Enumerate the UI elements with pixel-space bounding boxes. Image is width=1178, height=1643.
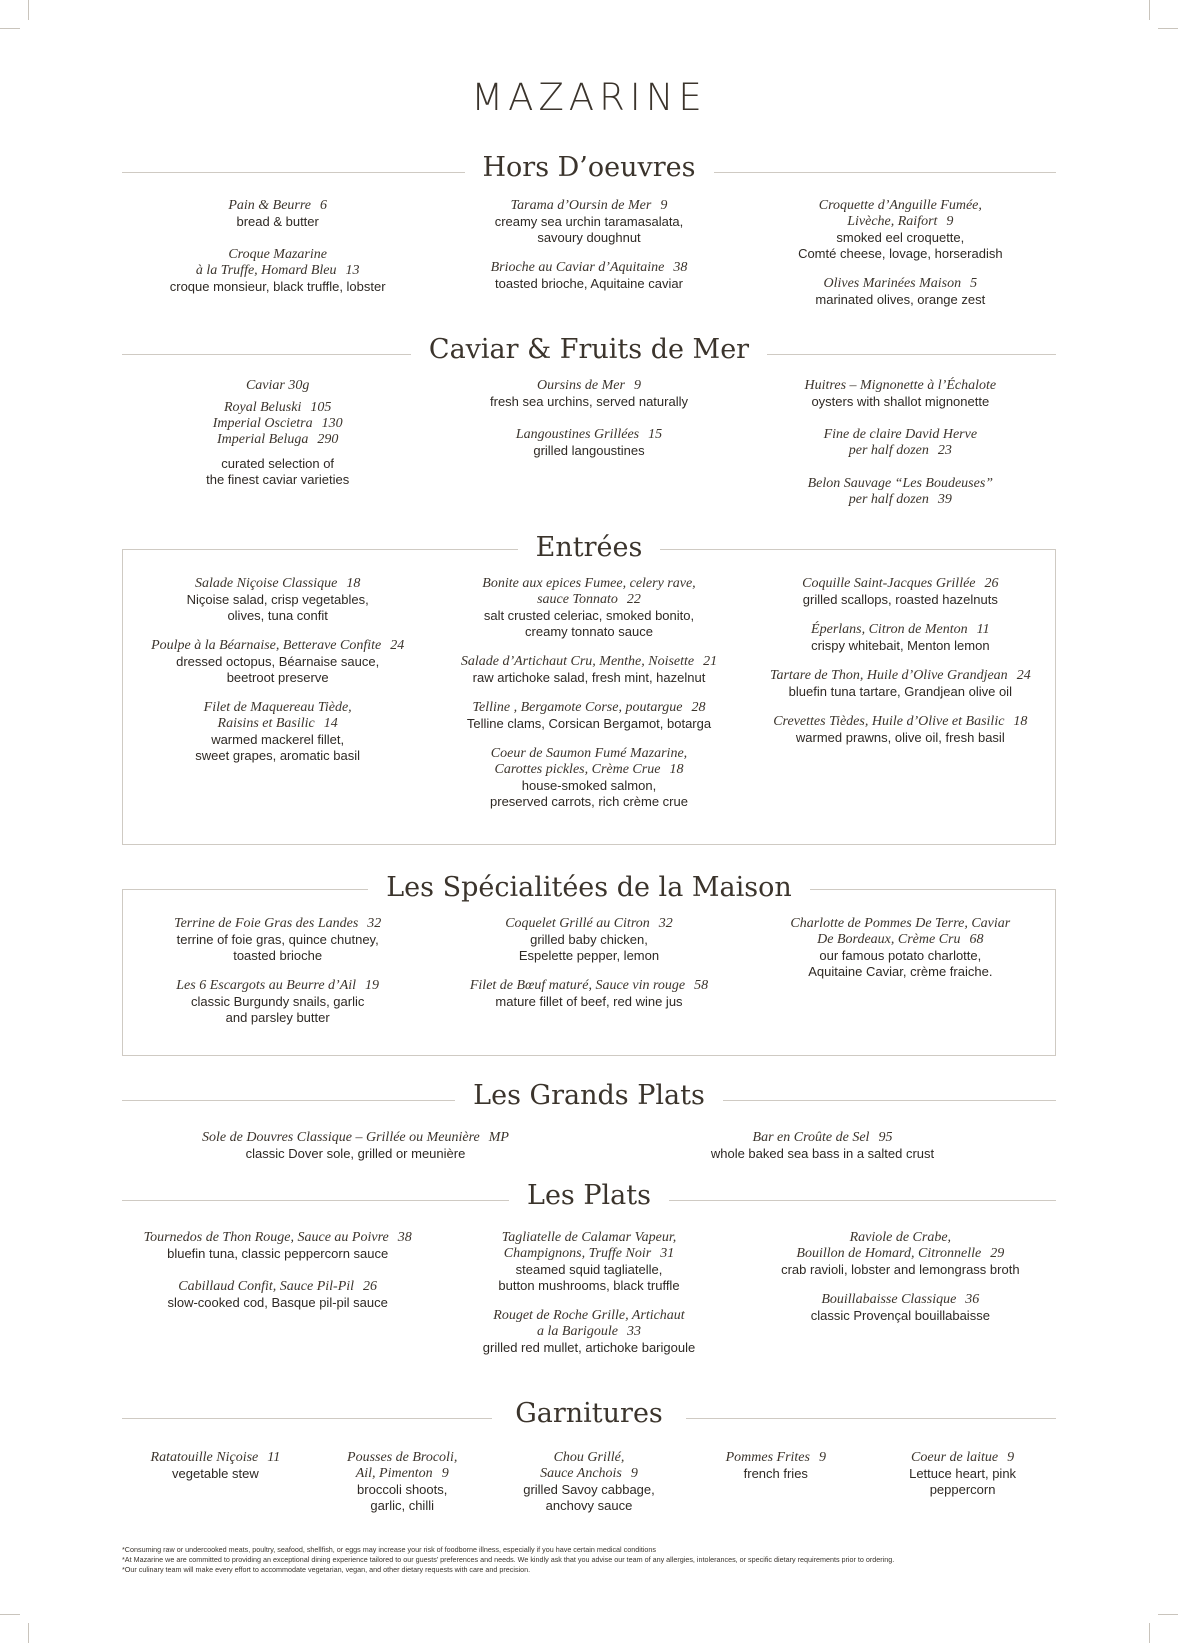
menu-item: Bouillabaisse Classique 36 classic Provençal bouillabaisse	[810, 1292, 990, 1323]
menu-column	[433, 198, 744, 322]
menu-item: Tournedos de Thon Rouge, Sauce au Poivre 38 bluefin tuna, classic peppercorn sauce	[143, 1230, 412, 1261]
menu-item: Les 6 Escargots au Beurre d’Ail 19 classic Burgundy snails, garlic and parsley butter	[176, 978, 380, 1025]
menu-column	[122, 378, 433, 522]
menu-item: Coeur de Saumon Fumé Mazarine, Carottes pickles, Crème Crue 18 house-smoked salmon, preserved carrots, rich crème crue	[490, 746, 688, 809]
menu-column	[433, 1230, 744, 1370]
menu-column	[433, 916, 744, 1040]
menu-item: Crevettes Tièdes, Huile d’Olive et Basilic 18 warmed prawns, olive oil, fresh basil	[773, 714, 1028, 745]
footnote: *Consuming raw or undercooked meats, poultry, seafood, shellfish, or eggs may increase your risk of foodborne illness, especially if you have certain medical conditions	[122, 1545, 657, 1554]
menu-item: Bar en Croûte de Sel 95 whole baked sea bass in a salted crust	[710, 1130, 935, 1161]
crop-mark	[1158, 28, 1178, 29]
footnote: *At Mazarine we are committed to providing an exceptional dining experience tailored to our guests’ preferences and needs. We kindly ask that you advise our team of any allergies, intolerances, or specific dietary requirements prior to ordering.	[122, 1555, 895, 1564]
menu-item: Filet de Bœuf maturé, Sauce vin rouge 58 mature fillet of beef, red wine jus	[469, 978, 709, 1009]
menu-column	[122, 576, 433, 824]
menu-column	[122, 198, 433, 322]
menu-column	[433, 576, 744, 824]
menu-item: Ratatouille Niçoise 11 vegetable stew	[150, 1450, 281, 1481]
menu-item: Pommes Frites 9 french fries	[725, 1450, 826, 1481]
section-heading	[122, 148, 1056, 198]
menu-item: Terrine de Foie Gras des Landes 32 terrine of foie gras, quince chutney, toasted brioche	[174, 916, 382, 963]
section-heading	[122, 1076, 1056, 1126]
menu-item: Éperlans, Citron de Menton 11 crispy whitebait, Menton lemon	[811, 622, 990, 653]
restaurant-logo: MAZARINE	[471, 76, 707, 119]
crop-mark	[1149, 1623, 1150, 1643]
section-title: Les Plats	[509, 1180, 669, 1211]
menu-item: Poulpe à la Béarnaise, Betterave Confite 24 dressed octopus, Béarnaise sauce, beetroot preserve	[151, 638, 405, 685]
section-heading	[122, 528, 1056, 578]
crop-mark	[0, 1614, 20, 1615]
section-heading	[122, 1176, 1056, 1226]
menu-item: Bonite aux epices Fumee, celery rave, sauce Tonnato 22 salt crusted celeriac, smoked bonito, creamy tonnato sauce	[482, 576, 696, 639]
menu-item: Tarama d’Oursin de Mer 9 creamy sea urchin taramasalata, savoury doughnut	[494, 198, 684, 245]
menu-column	[433, 378, 744, 522]
menu-item: Rouget de Roche Grille, Artichaut a la Barigoule 33 grilled red mullet, artichoke barigoule	[482, 1308, 696, 1355]
menu-item: Langoustines Grillées 15 grilled langoustines	[515, 427, 663, 458]
menu-column	[745, 378, 1056, 522]
menu-column	[745, 198, 1056, 322]
menu-item: Croque Mazarine à la Truffe, Homard Bleu 13 croque monsieur, black truffle, lobster	[169, 247, 386, 294]
menu-item: Tagliatelle de Calamar Vapeur, Champignons, Truffe Noir 31 steamed squid tagliatelle, button mushrooms, black truffle	[498, 1230, 680, 1293]
footnote: *Our culinary team will make every effort to accommodate vegetarian, vegan, and other dietary requests with care and precision.	[122, 1565, 531, 1574]
menu-item: Chou Grillé, Sauce Anchois 9 grilled Savoy cabbage, anchovy sauce	[523, 1450, 655, 1513]
menu-column	[496, 1450, 683, 1528]
menu-column	[682, 1450, 869, 1528]
footnotes	[122, 1545, 894, 1575]
menu-item: Oursins de Mer 9 fresh sea urchins, served naturally	[490, 378, 688, 409]
crop-mark	[28, 1623, 29, 1643]
menu-column	[122, 916, 433, 1040]
menu-item: Filet de Maquereau Tiède, Raisins et Basilic 14 warmed mackerel fillet, sweet grapes, aromatic basil	[195, 700, 361, 763]
menu-column	[745, 916, 1056, 1040]
menu-item: Brioche au Caviar d’Aquitaine 38 toasted brioche, Aquitaine caviar	[490, 260, 688, 291]
menu-item: Coeur de laitue 9 Lettuce heart, pink peppercorn	[909, 1450, 1017, 1497]
crop-mark	[0, 28, 20, 29]
menu-item: Coquille Saint-Jacques Grillée 26 grilled scallops, roasted hazelnuts	[802, 576, 999, 607]
menu-item: Telline , Bergamote Corse, poutargue 28 Telline clams, Corsican Bergamot, botarga	[466, 700, 712, 731]
section-title: Les Grands Plats	[455, 1080, 723, 1111]
section-title: Entrées	[518, 532, 661, 563]
menu-item: Huitres – Mignonette à l’Échalote oysters with shallot mignonette	[804, 378, 997, 409]
menu-item: Fine de claire David Herve per half dozen 23	[823, 427, 978, 458]
menu-column	[122, 1130, 589, 1176]
section-title: Les Spécialitées de la Maison	[368, 872, 810, 903]
menu-item: Salade d’Artichaut Cru, Menthe, Noisette 21 raw artichoke salad, fresh mint, hazelnut	[460, 654, 718, 685]
section-heading	[122, 868, 1056, 918]
menu-item: Coquelet Grillé au Citron 32 grilled baby chicken, Espelette pepper, lemon	[505, 916, 673, 963]
menu-item: Tartare de Thon, Huile d’Olive Grandjean 24 bluefin tuna tartare, Grandjean olive oil	[769, 668, 1031, 699]
menu-column	[122, 1450, 309, 1528]
menu-item: Raviole de Crabe, Bouillon de Homard, Citronnelle 29 crab ravioli, lobster and lemongrass broth	[781, 1230, 1020, 1277]
section-title: Garnitures	[497, 1398, 681, 1429]
menu-item: Caviar 30g Royal Beluski 105 Imperial Oscietra 130 Imperial Beluga 290 curated selection of the finest caviar varieties	[206, 378, 350, 487]
menu-column	[122, 1230, 433, 1370]
menu-item: Charlotte de Pommes De Terre, Caviar De Bordeaux, Crème Cru 68 our famous potato charlotte, Aquitaine Caviar, crème fraiche.	[790, 916, 1011, 979]
menu-column	[309, 1450, 496, 1528]
menu-item: Olives Marinées Maison 5 marinated olives, orange zest	[815, 276, 986, 307]
menu-item: Pain & Beurre 6 bread & butter	[228, 198, 327, 229]
section-title: Hors D’oeuvres	[465, 152, 714, 183]
menu-column	[589, 1130, 1056, 1176]
section-heading	[122, 330, 1056, 380]
menu-item: Pousses de Brocoli, Ail, Pimenton 9 broccoli shoots, garlic, chilli	[347, 1450, 458, 1513]
crop-mark	[1149, 0, 1150, 20]
menu-item: Sole de Douvres Classique – Grillée ou Meunière MP classic Dover sole, grilled or meunière	[202, 1130, 509, 1161]
section-heading	[122, 1394, 1056, 1444]
menu-item: Croquette d’Anguille Fumée, Livèche, Raifort 9 smoked eel croquette, Comté cheese, lovage, horseradish	[798, 198, 1003, 261]
menu-column	[745, 1230, 1056, 1370]
menu-item: Belon Sauvage “Les Boudeuses” per half dozen 39	[807, 476, 994, 507]
menu-item: Cabillaud Confit, Sauce Pil-Pil 26 slow-cooked cod, Basque pil-pil sauce	[167, 1279, 388, 1310]
menu-item: Salade Niçoise Classique 18 Niçoise salad, crisp vegetables, olives, tuna confit	[186, 576, 369, 623]
crop-mark	[1158, 1614, 1178, 1615]
crop-mark	[28, 0, 29, 20]
menu-column	[745, 576, 1056, 824]
menu-column	[869, 1450, 1056, 1528]
section-title: Caviar & Fruits de Mer	[411, 334, 767, 365]
